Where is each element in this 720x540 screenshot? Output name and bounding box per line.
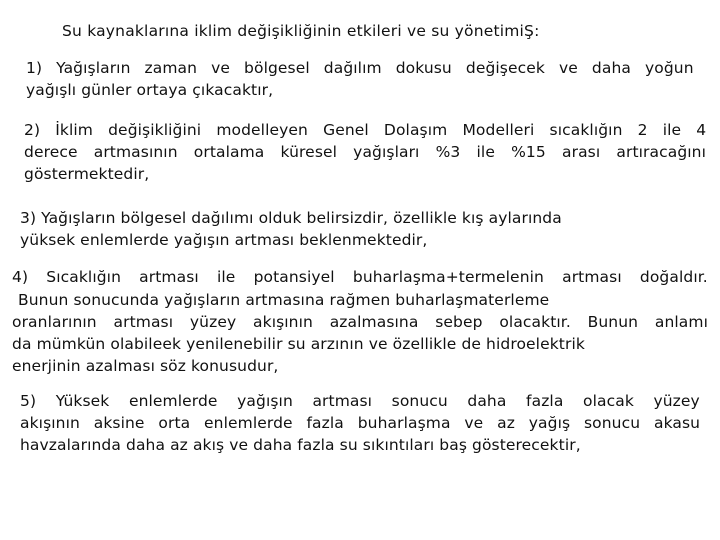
page-title: Su kaynaklarına iklim değişikliğinin etkileri ve su yönetimiŞ: [62, 22, 540, 40]
item-5-line-3: havzalarında daha az akış ve daha fazla su sıkıntıları baş gösterecektir, [20, 436, 581, 454]
item-4-line-5: enerjinin azalması söz konusudur, [12, 357, 279, 375]
item-1-line-2: yağışlı günler ortaya çıkacaktır, [26, 81, 274, 99]
item-4-line-4: da mümkün olabileek yenilenebilir su arzının ve özellikle de hidroelektrik [12, 335, 585, 353]
item-5-line-2: akışının aksine orta enlemlerde fazla buharlaşma ve az yağış sonucu akasu [20, 414, 701, 432]
item-3-line-2: yüksek enlemlerde yağışın artması beklenmektedir, [20, 231, 428, 249]
item-4-line-3: oranlarının artması yüzey akışının azalmasına sebep olacaktır. Bunun anlamı [12, 313, 708, 331]
item-4-line-2: Bunun sonucunda yağışların artmasına rağmen buharlaşmaterleme [18, 291, 550, 309]
item-2-line-3: göstermektedir, [24, 165, 150, 183]
item-4-line-1: 4) Sıcaklığın artması ile potansiyel buharlaşma+termelenin artması doğaldır. [12, 268, 708, 286]
item-3-line-1: 3) Yağışların bölgesel dağılımı olduk belirsizdir, özellikle kış aylarında [20, 209, 562, 227]
item-5-line-1: 5) Yüksek enlemlerde yağışın artması sonucu daha fazla olacak yüzey [20, 392, 700, 410]
item-1-line-1: 1) Yağışların zaman ve bölgesel dağılım dokusu değişecek ve daha yoğun [26, 59, 694, 77]
item-2-line-2: derece artmasının ortalama küresel yağışları %3 ile %15 arası artıracağını [24, 143, 707, 161]
item-2-line-1: 2) İklim değişikliğini modelleyen Genel Dolaşım Modelleri sıcaklığın 2 ile 4 [24, 121, 707, 139]
